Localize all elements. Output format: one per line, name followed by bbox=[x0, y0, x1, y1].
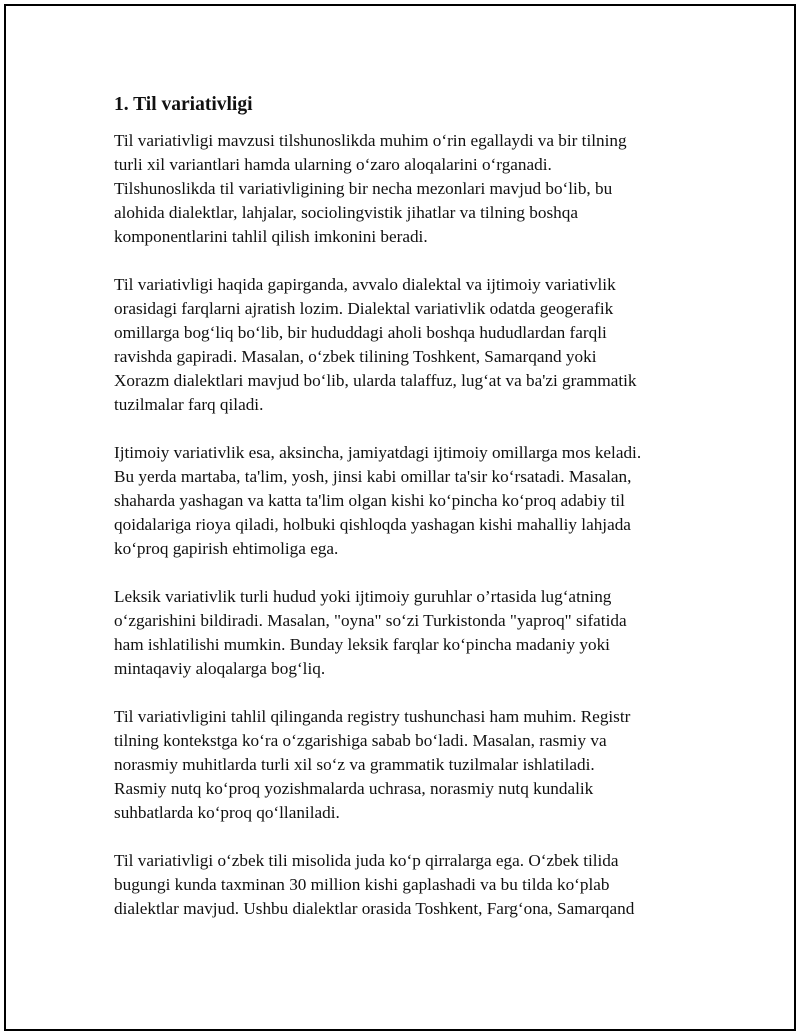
text-line: qoidalariga rioya qiladi, holbuki qishloqda yashagan kishi mahalliy lahjada bbox=[114, 515, 631, 534]
text-line: bugungi kunda taxminan 30 million kishi gaplashadi va bu tilda ko‘plab bbox=[114, 875, 610, 894]
paragraph-4 bbox=[114, 585, 694, 681]
text-line: Rasmiy nutq ko‘proq yozishmalarda uchrasa, norasmiy nutq kundalik bbox=[114, 779, 594, 798]
text-line: o‘zgarishini bildiradi. Masalan, "oyna" so‘zi Turkistonda "yaproq" sifatida bbox=[114, 611, 627, 630]
text-line: Leksik variativlik turli hudud yoki ijtimoiy guruhlar o’rtasida lug‘atning bbox=[114, 587, 612, 606]
paragraph-1 bbox=[114, 129, 694, 249]
paragraph-5 bbox=[114, 705, 694, 825]
text-line: norasmiy muhitlarda turli xil so‘z va grammatik tuzilmalar ishlatiladi. bbox=[114, 755, 595, 774]
text-line: suhbatlarda ko‘proq qo‘llaniladi. bbox=[114, 803, 340, 822]
paragraph-2 bbox=[114, 273, 694, 417]
text-line: Til variativligi haqida gapirganda, avvalo dialektal va ijtimoiy variativlik bbox=[114, 275, 616, 294]
text-line: mintaqaviy aloqalarga bog‘liq. bbox=[114, 659, 326, 678]
text-line: orasidagi farqlarni ajratish lozim. Dialektal variativlik odatda geogerafik bbox=[114, 299, 614, 318]
text-line: Xorazm dialektlari mavjud bo‘lib, ularda talaffuz, lug‘at va ba'zi grammatik bbox=[114, 371, 637, 390]
text-line: komponentlarini tahlil qilish imkonini beradi. bbox=[114, 227, 428, 246]
text-line: Til variativligi o‘zbek tili misolida juda ko‘p qirralarga ega. O‘zbek tilida bbox=[114, 851, 619, 870]
text-line: omillarga bog‘liq bo‘lib, bir hududdagi aholi boshqa hududlardan farqli bbox=[114, 323, 607, 342]
text-line: dialektlar mavjud. Ushbu dialektlar orasida Toshkent, Farg‘ona, Samarqand bbox=[114, 899, 635, 918]
text-line: turli xil variantlari hamda ularning o‘zaro aloqalarini o‘rganadi. bbox=[114, 155, 552, 174]
text-line: ko‘proq gapirish ehtimoliga ega. bbox=[114, 539, 339, 558]
section-heading: 1. Til variativligi bbox=[114, 94, 253, 115]
text-line: Tilshunoslikda til variativligining bir necha mezonlari mavjud bo‘lib, bu bbox=[114, 179, 613, 198]
text-line: Bu yerda martaba, ta'lim, yosh, jinsi kabi omillar ta'sir ko‘rsatadi. Masalan, bbox=[114, 467, 632, 486]
text-line: shaharda yashagan va katta ta'lim olgan kishi ko‘pincha ko‘proq adabiy til bbox=[114, 491, 625, 510]
text-line: Til variativligi mavzusi tilshunoslikda muhim o‘rin egallaydi va bir tilning bbox=[114, 131, 627, 150]
paragraph-6 bbox=[114, 849, 694, 921]
text-line: Til variativligini tahlil qilinganda registry tushunchasi ham muhim. Registr bbox=[114, 707, 631, 726]
text-line: tuzilmalar farq qiladi. bbox=[114, 395, 264, 414]
text-line: ham ishlatilishi mumkin. Bunday leksik farqlar ko‘pincha madaniy yoki bbox=[114, 635, 610, 654]
text-line: tilning kontekstga ko‘ra o‘zgarishiga sabab bo‘ladi. Masalan, rasmiy va bbox=[114, 731, 607, 750]
document-body bbox=[114, 91, 694, 945]
text-line: ravishda gapiradi. Masalan, o‘zbek tilining Toshkent, Samarqand yoki bbox=[114, 347, 597, 366]
paragraph-3 bbox=[114, 441, 694, 561]
text-line: Ijtimoiy variativlik esa, aksincha, jamiyatdagi ijtimoiy omillarga mos keladi. bbox=[114, 443, 642, 462]
text-line: alohida dialektlar, lahjalar, sociolingvistik jihatlar va tilning boshqa bbox=[114, 203, 579, 222]
